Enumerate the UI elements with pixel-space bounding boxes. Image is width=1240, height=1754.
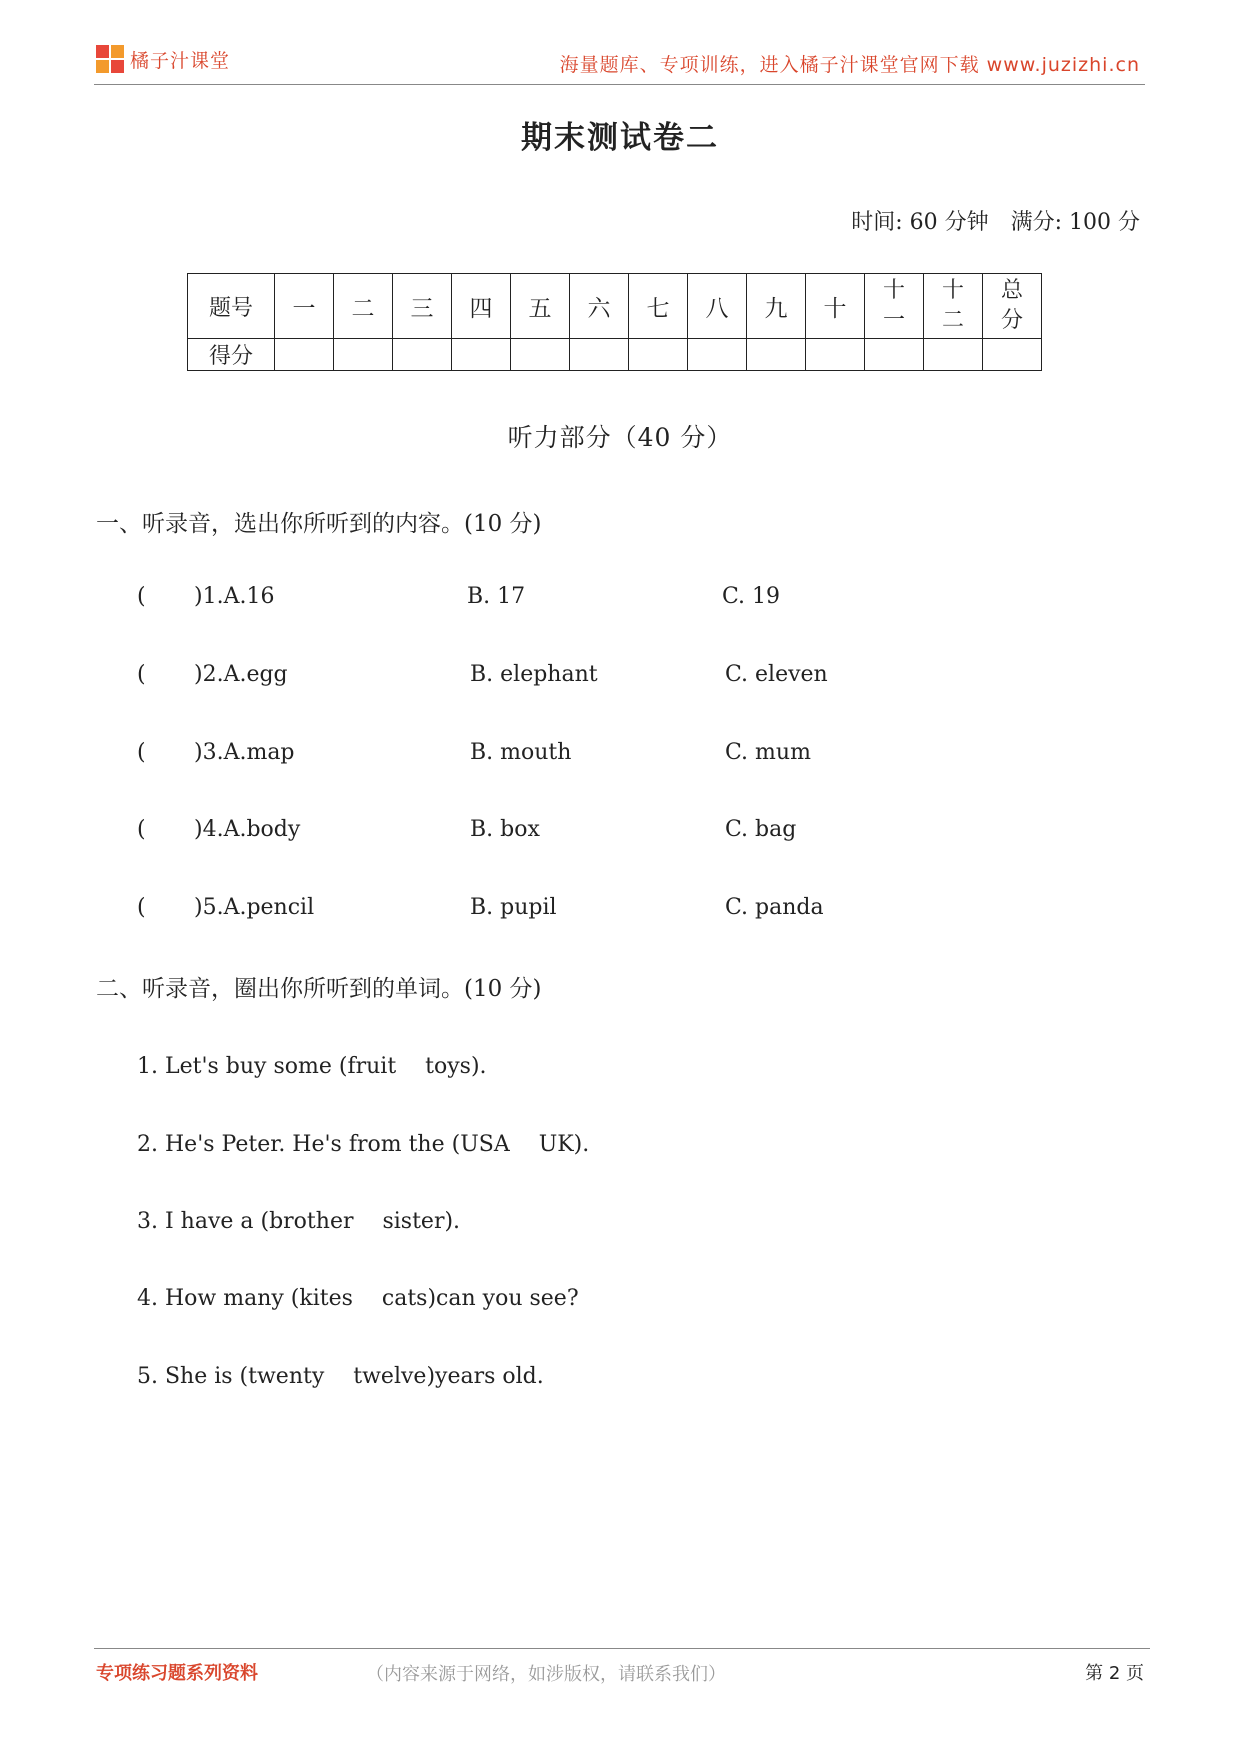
footer-series-label: 专项练习题系列资料 bbox=[96, 1663, 258, 1684]
col-header: 二 bbox=[334, 274, 393, 339]
page-title: 期末测试卷二 bbox=[521, 120, 719, 156]
part2-item: 5. She is (twenty twelve)years old. bbox=[137, 1364, 544, 1389]
answer-blank[interactable]: ( bbox=[137, 740, 146, 765]
option-a: )5.A.pencil bbox=[194, 895, 315, 920]
answer-blank[interactable]: ( bbox=[137, 895, 146, 920]
col-header-12-bottom: 二 bbox=[941, 308, 964, 333]
score-cell[interactable] bbox=[275, 339, 334, 371]
score-cell[interactable] bbox=[511, 339, 570, 371]
section-heading-listening: 听力部分（40 分） bbox=[507, 423, 733, 452]
option-c: C. 19 bbox=[722, 584, 781, 609]
row-label-score: 得分 bbox=[188, 339, 275, 371]
score-cell[interactable] bbox=[865, 339, 924, 371]
option-b: B. 17 bbox=[467, 584, 526, 609]
row-label-number: 题号 bbox=[188, 274, 275, 339]
option-c: C. panda bbox=[725, 895, 824, 920]
score-cell[interactable] bbox=[806, 339, 865, 371]
score-cell[interactable] bbox=[924, 339, 983, 371]
option-b: B. pupil bbox=[470, 895, 557, 920]
score-cell[interactable] bbox=[983, 339, 1042, 371]
answer-blank[interactable]: ( bbox=[137, 817, 146, 842]
option-a: )4.A.body bbox=[194, 817, 301, 842]
option-a: )2.A.egg bbox=[194, 662, 288, 687]
col-header: 十 bbox=[806, 274, 865, 339]
col-header: 七 bbox=[629, 274, 688, 339]
part1-title: 一、听录音，选出你所听到的内容。(10 分) bbox=[96, 511, 542, 537]
option-a: )3.A.map bbox=[194, 740, 295, 765]
part2-title: 二、听录音，圈出你所听到的单词。(10 分) bbox=[96, 976, 542, 1002]
col-header-total bbox=[983, 274, 1042, 339]
col-header: 一 bbox=[275, 274, 334, 339]
score-cell[interactable] bbox=[334, 339, 393, 371]
score-cell[interactable] bbox=[452, 339, 511, 371]
score-cell[interactable] bbox=[393, 339, 452, 371]
option-a: )1.A.16 bbox=[194, 584, 275, 609]
footer-divider bbox=[94, 1648, 1150, 1649]
option-c: C. eleven bbox=[725, 662, 828, 687]
footer-copyright-note: （内容来源于网络，如涉版权，请联系我们） bbox=[366, 1664, 726, 1685]
col-header-11-top: 十 bbox=[882, 278, 905, 303]
answer-blank[interactable]: ( bbox=[137, 662, 146, 687]
option-c: C. bag bbox=[725, 817, 797, 842]
logo-text: 橘子汁课堂 bbox=[130, 49, 231, 72]
logo-icon bbox=[96, 45, 124, 73]
col-header-11-bottom: 一 bbox=[882, 308, 905, 333]
col-header-11 bbox=[865, 274, 924, 339]
col-header: 三 bbox=[393, 274, 452, 339]
col-header: 六 bbox=[570, 274, 629, 339]
header-slogan: 海量题库、专项训练，进入橘子汁课堂官网下载 www.juzizhi.cn bbox=[559, 54, 1140, 76]
col-header-12-top: 十 bbox=[941, 278, 964, 303]
col-header: 四 bbox=[452, 274, 511, 339]
col-header-12 bbox=[924, 274, 983, 339]
part2-item: 2. He's Peter. He's from the (USA UK). bbox=[137, 1132, 590, 1157]
answer-blank[interactable]: ( bbox=[137, 584, 146, 609]
part2-item: 3. I have a (brother sister). bbox=[137, 1209, 461, 1234]
score-table-score-row bbox=[188, 339, 1042, 371]
score-cell[interactable] bbox=[570, 339, 629, 371]
option-b: B. box bbox=[470, 817, 540, 842]
score-table bbox=[187, 273, 1042, 371]
site-logo bbox=[96, 45, 230, 73]
part2-item: 1. Let's buy some (fruit toys). bbox=[137, 1054, 487, 1079]
time-info: 时间: 60 分钟 满分: 100 分 bbox=[851, 210, 1140, 235]
col-header-total-bottom: 分 bbox=[1000, 308, 1023, 333]
option-b: B. elephant bbox=[470, 662, 598, 687]
header-divider bbox=[94, 84, 1145, 85]
score-cell[interactable] bbox=[747, 339, 806, 371]
score-cell[interactable] bbox=[629, 339, 688, 371]
score-table-header-row bbox=[188, 274, 1042, 339]
col-header-total-top: 总 bbox=[1000, 278, 1023, 303]
option-b: B. mouth bbox=[470, 740, 572, 765]
score-cell[interactable] bbox=[688, 339, 747, 371]
col-header: 五 bbox=[511, 274, 570, 339]
page-number: 第 2 页 bbox=[1085, 1663, 1144, 1684]
col-header: 九 bbox=[747, 274, 806, 339]
col-header: 八 bbox=[688, 274, 747, 339]
part2-item: 4. How many (kites cats)can you see? bbox=[137, 1286, 579, 1311]
option-c: C. mum bbox=[725, 740, 811, 765]
